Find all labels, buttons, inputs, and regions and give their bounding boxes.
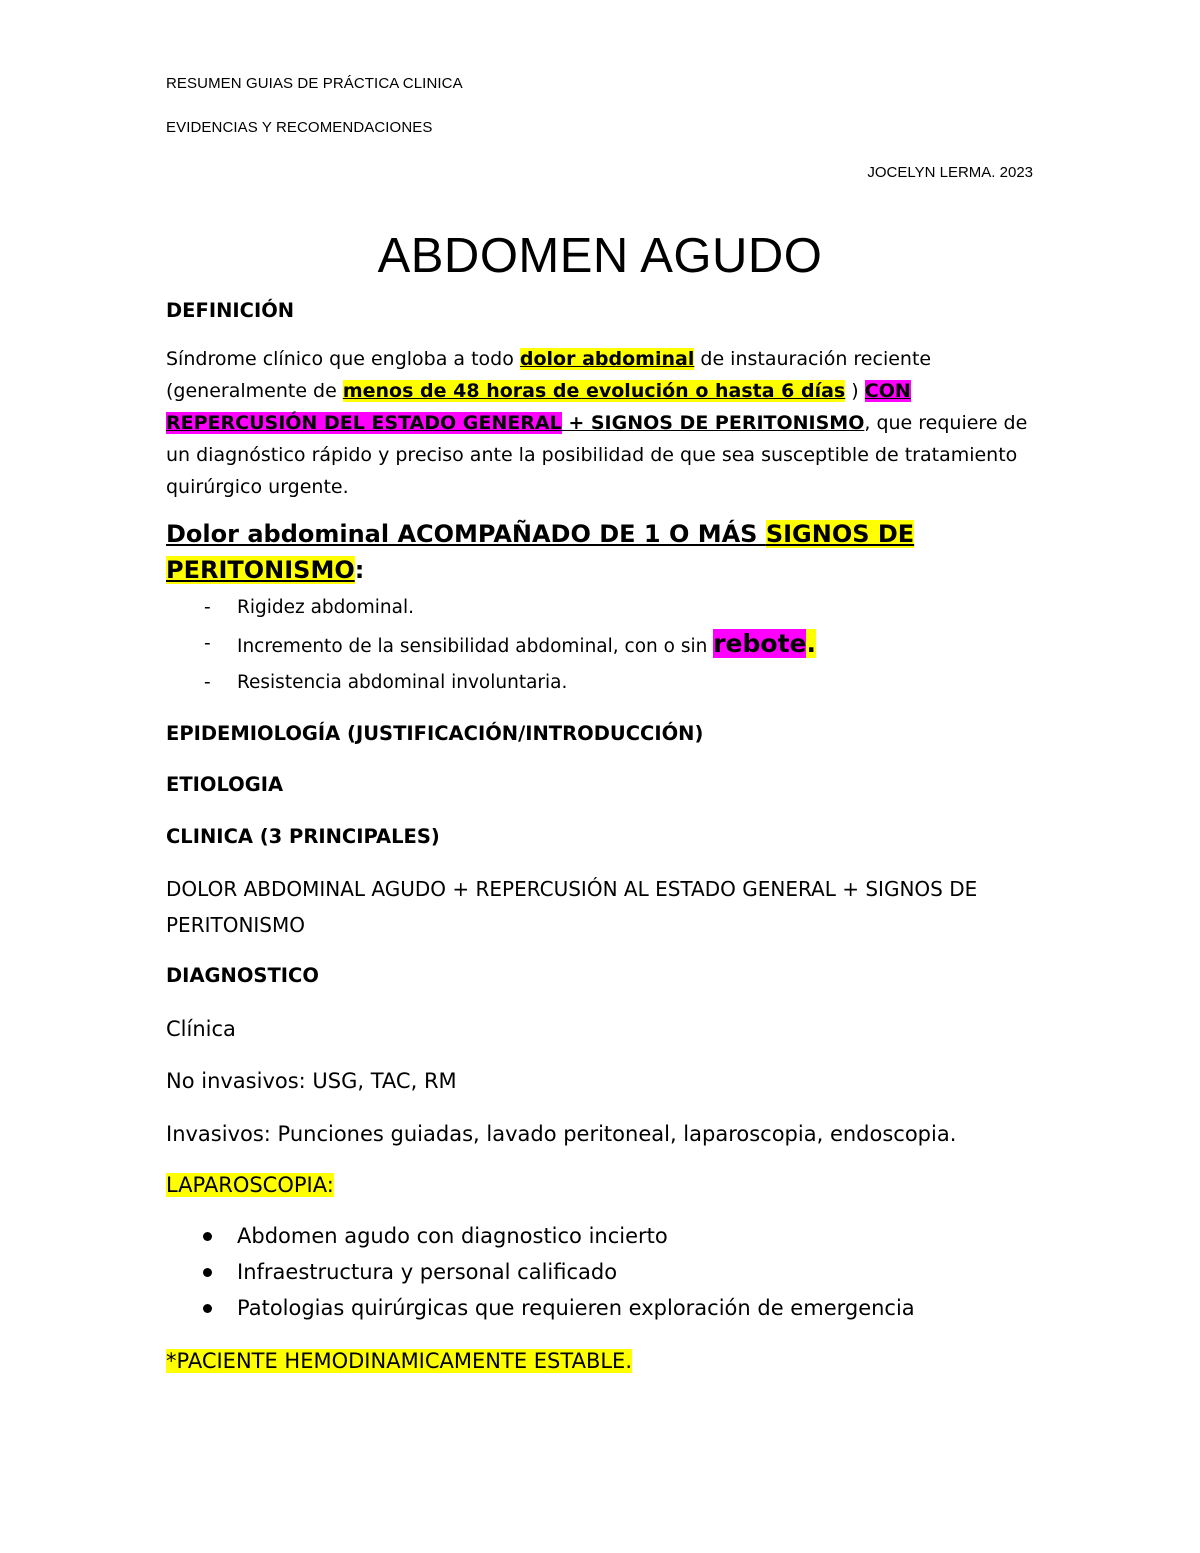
bullet-icon [203,1232,212,1241]
dash-marker: - [204,633,211,654]
signos-heading-text: Dolor abdominal ACOMPAÑADO DE 1 O MÁS [166,520,766,548]
definicion-text-8: , que requiere de un diagnóstico rápido y preciso ante la posibilidad de que sea susceptible de tratamiento quirúrgico urgente. [166,412,1028,498]
diagnostico-invasivos: Invasivos: Punciones guiadas, lavado peritoneal, laparoscopia, endoscopia. [166,1122,957,1146]
signos-list [166,590,1046,701]
signos-item-period: . [806,629,816,658]
bullet-text: Infraestructura y personal calificado [237,1260,618,1284]
signos-heading-colon: : [354,556,365,584]
diagnostico-no-invasivos: No invasivos: USG, TAC, RM [166,1069,457,1093]
clinica-text: DOLOR ABDOMINAL AGUDO + REPERCUSIÓN AL ESTADO GENERAL + SIGNOS DE PERITONISMO [166,877,978,937]
dash-marker: - [204,597,211,618]
definicion-text-5: ) [845,380,865,402]
bullet-text: Patologias quirúrgicas que requieren exploración de emergencia [237,1296,915,1320]
signos-item-sensibilidad: Incremento de la sensibilidad abdominal, con o sin [237,636,714,657]
epidemiologia-heading: EPIDEMIOLOGÍA (JUSTIFICACIÓN/INTRODUCCIÓN) [166,722,704,745]
definicion-text-3: de instauración reciente (generalmente de [166,348,932,402]
header-line-2: EVIDENCIAS Y RECOMENDACIONES [166,119,433,136]
list-item [166,1254,1046,1290]
bullet-text: Abdomen agudo con diagnostico incierto [237,1224,668,1248]
laparoscopia-label: LAPAROSCOPIA: [166,1173,334,1197]
signos-item-rebote: rebote [713,629,807,658]
list-item [166,1290,1046,1326]
signos-item-rigidez: Rigidez abdominal. [237,597,414,618]
bullet-icon [203,1268,212,1277]
list-item [166,626,1046,665]
bullet-icon [203,1304,212,1313]
laparoscopia-heading [166,1167,1046,1203]
page-title: ABDOMEN AGUDO [377,229,823,283]
signos-heading [166,516,966,588]
list-item [166,1218,1046,1254]
header-author: JOCELYN LERMA. 2023 [867,164,1033,181]
paciente-note [166,1343,1046,1379]
signos-item-resistencia: Resistencia abdominal involuntaria. [237,672,568,693]
definicion-signos: + SIGNOS DE PERITONISMO [561,412,865,434]
definicion-repercusion: CON REPERCUSIÓN DEL ESTADO GENERAL [166,380,911,434]
diagnostico-heading: DIAGNOSTICO [166,964,319,987]
definicion-dolor-abdominal: dolor abdominal [519,348,695,370]
diagnostico-clinica: Clínica [166,1017,236,1041]
clinica-heading: CLINICA (3 PRINCIPALES) [166,825,440,848]
header-line-1: RESUMEN GUIAS DE PRÁCTICA CLINICA [166,75,463,92]
paciente-label: *PACIENTE HEMODINAMICAMENTE ESTABLE. [166,1349,632,1373]
definicion-text-1: Síndrome clínico que engloba a todo [166,348,520,370]
definicion-paragraph [166,343,1041,503]
laparoscopia-list [166,1218,1046,1326]
dash-marker: - [204,672,211,693]
etiologia-heading: ETIOLOGIA [166,773,284,796]
definicion-48-horas: menos de 48 horas de evolución o hasta 6 días [342,380,846,402]
signos-heading-highlight: SIGNOS DE PERITONISMO [166,520,915,584]
list-item [166,590,1046,626]
definicion-heading: DEFINICIÓN [166,299,295,322]
list-item [166,665,1046,701]
